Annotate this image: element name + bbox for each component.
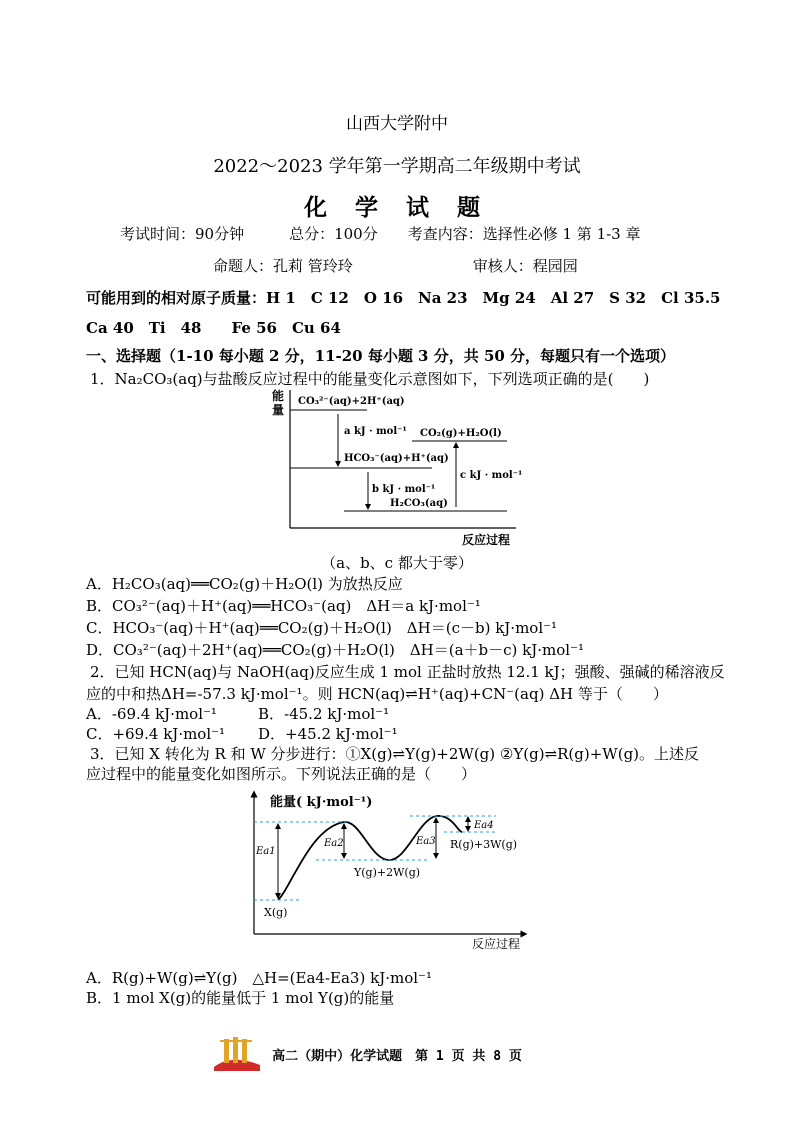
q1-caption: （a、b、c 都大于零）: [321, 554, 473, 572]
q1-stem: 1．Na₂CO₃(aq)与盐酸反应过程中的能量变化示意图如下，下列选项正确的是( ): [90, 370, 650, 388]
q2-stem-2: 应的中和热ΔH=-57.3 kJ·mol⁻¹。则 HCN(aq)⇌H⁺(aq)+CN⁻(aq) ΔH 等于（ ）: [86, 685, 668, 703]
q1-option-d: D．CO₃²⁻(aq)＋2H⁺(aq)══CO₂(g)＋H₂O(l) ΔH＝(a＋b－c) kJ·mol⁻¹: [86, 641, 585, 659]
q3-ea2-label: Ea2: [324, 838, 344, 849]
q3-ea1-label: Ea1: [256, 846, 276, 857]
subject-title: 化 学 试 题: [303, 194, 491, 221]
q3-energy-curve: [278, 816, 462, 900]
q1-level-3-label: H₂CO₃(aq): [390, 498, 448, 509]
authors: 命题人：孔莉 管玲玲 审核人：程园园: [213, 257, 578, 275]
q2-option-d: D．+45.2 kJ·mol⁻¹: [258, 725, 398, 743]
q1-option-c: C．HCO₃⁻(aq)＋H⁺(aq)══CO₂(g)＋H₂O(l) ΔH＝(c－b) kJ·mol⁻¹: [86, 619, 558, 637]
q3-y-label: Y(g)+2W(g): [354, 866, 421, 879]
q3-x-label: X(g): [264, 906, 288, 919]
q3-stem-1: 3．已知 X 转化为 R 和 W 分步进行：①X(g)⇌Y(g)+2W(g) ②Y(g)⇌R(g)+W(g)。上述反: [90, 745, 700, 763]
q1-ylabel-1: 能: [272, 389, 285, 403]
q2-option-c: C．+69.4 kJ·mol⁻¹: [86, 725, 226, 743]
q3-ea3-label: Ea3: [416, 836, 436, 847]
q1-level-1-label: CO₃²⁻(aq)+2H⁺(aq): [298, 396, 405, 407]
q3-stem-2: 应过程中的能量变化如图所示。下列说法正确的是（ ）: [86, 765, 477, 783]
q1-b-label: b kJ · mol⁻¹: [372, 484, 436, 495]
q3-option-b: B．1 mol X(g)的能量低于 1 mol Y(g)的能量: [86, 989, 395, 1007]
atomic-mass-line-1: 可能用到的相对原子质量：H 1 C 12 O 16 Na 23 Mg 24 Al 27 S 32 Cl 35.5: [86, 289, 721, 307]
q2-option-b: B．-45.2 kJ·mol⁻¹: [258, 705, 390, 723]
atomic-mass-line-2: Ca 40 Ti 48 Fe 56 Cu 64: [86, 319, 341, 337]
exam-info: 考试时间：90分钟 总分：100分 考查内容：选择性必修 1 第 1-3 章: [120, 225, 641, 243]
q3-ea4-label: Ea4: [474, 820, 494, 831]
q2-stem-1: 2．已知 HCN(aq)与 NaOH(aq)反应生成 1 mol 正盐时放热 12.1 kJ；强酸、强碱的稀溶液反: [90, 663, 725, 681]
exam-title: 2022～2023 学年第一学期高二年级期中考试: [213, 156, 581, 177]
q1-option-b: B．CO₃²⁻(aq)＋H⁺(aq)══HCO₃⁻(aq) ΔH＝a kJ·mol⁻¹: [86, 597, 481, 615]
q1-energy-diagram: [262, 386, 532, 550]
section-heading: 一、选择题（1-10 每小题 2 分，11-20 每小题 3 分，共 50 分，每题只有一个选项）: [86, 347, 676, 365]
q3-r-label: R(g)+3W(g): [450, 838, 518, 851]
school-name: 山西大学附中: [346, 114, 448, 134]
q1-ylabel-2: 量: [272, 403, 285, 417]
q1-c-label: c kJ · mol⁻¹: [460, 470, 523, 481]
page-footer: 高二（期中）化学试题 第 1 页 共 8 页: [272, 1049, 522, 1064]
q1-level-4-label: CO₂(g)+H₂O(l): [420, 428, 502, 439]
q3-energy-diagram: [240, 788, 540, 954]
q2-option-a: A．-69.4 kJ·mol⁻¹: [86, 705, 217, 723]
q1-a-label: a kJ · mol⁻¹: [344, 426, 407, 437]
q3-ylabel: 能量( kJ·mol⁻¹): [270, 795, 373, 810]
q1-level-2-label: HCO₃⁻(aq)+H⁺(aq): [344, 453, 449, 464]
q1-option-a: A．H₂CO₃(aq)══CO₂(g)＋H₂O(l) 为放热反应: [86, 575, 403, 593]
q3-option-a: A．R(g)+W(g)⇌Y(g) △H=(Ea4-Ea3) kJ·mol⁻¹: [86, 969, 432, 987]
q1-xlabel: 反应过程: [462, 533, 511, 547]
q3-xlabel: 反应过程: [472, 937, 521, 951]
